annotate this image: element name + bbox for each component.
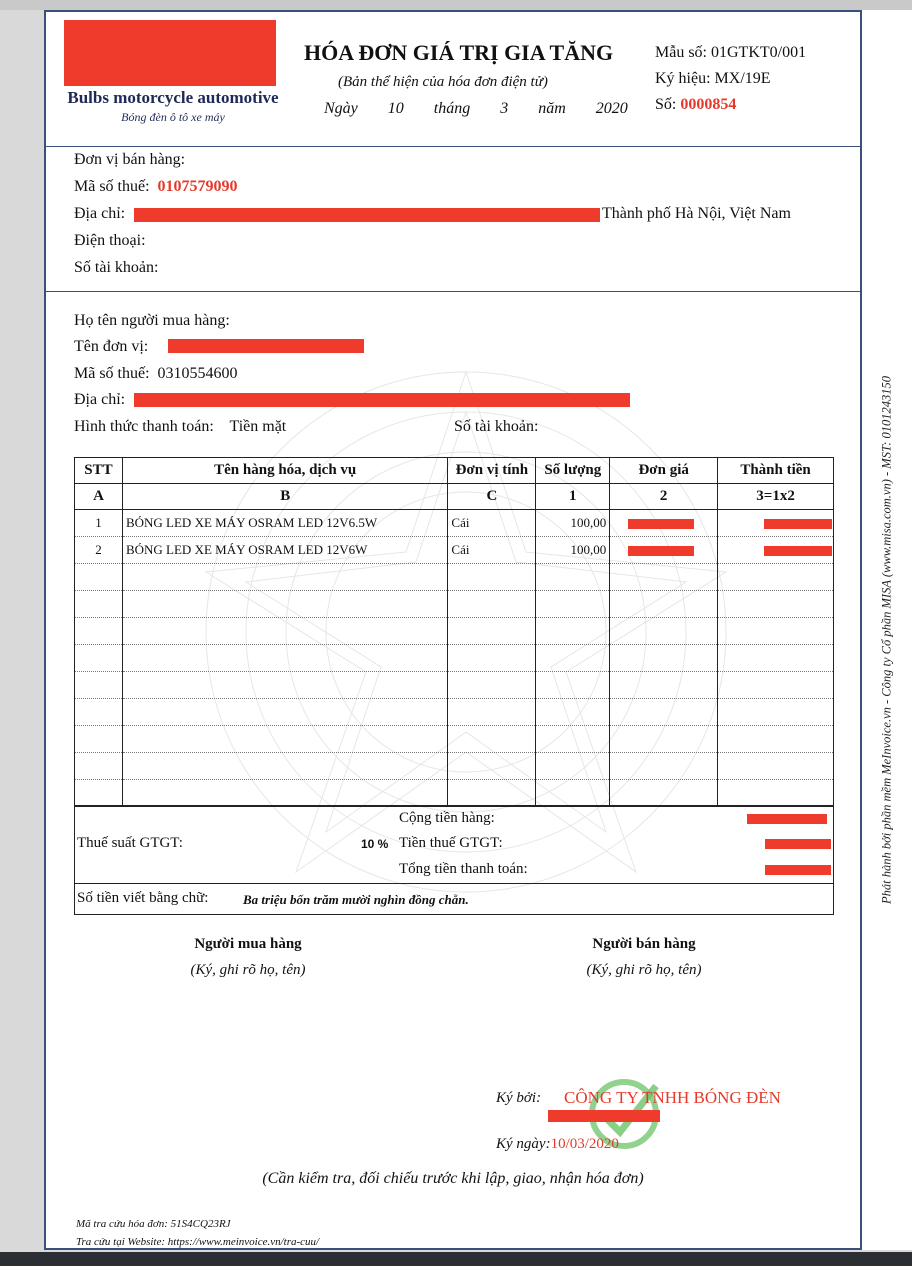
table-row [75, 537, 834, 564]
invoice-title: HÓA ĐƠN GIÁ TRỊ GIA TĂNG [304, 40, 614, 65]
divider [46, 146, 860, 147]
table-row [75, 510, 834, 537]
col-code: C [448, 484, 536, 510]
invoice-date: Ngày 10 tháng 3 năm 2020 [324, 100, 628, 117]
seller-address: Thành phố Hà Nội, Việt Nam [602, 205, 791, 222]
row-amount [718, 510, 834, 537]
vat-rate-label: Thuế suất GTGT: [77, 835, 183, 851]
table-row [75, 564, 834, 591]
in-words-label: Số tiền viết bằng chữ: [77, 890, 209, 906]
col-header: Đơn giá [610, 458, 718, 484]
row-item-name: BÓNG LED XE MÁY OSRAM LED 12V6W [122, 537, 447, 564]
in-words-value: Ba triệu bốn trăm mười nghìn đồng chẵn. [243, 892, 469, 907]
redacted-buyer-unit [168, 339, 364, 353]
redacted-signer [548, 1110, 660, 1122]
row-stt: 1 [75, 510, 123, 537]
items-table [74, 457, 834, 807]
redacted-buyer-address [134, 393, 630, 407]
symbol: Ký hiệu: MX/19E [655, 70, 771, 87]
logo-company-name: Bulbs motorcycle automotive [67, 88, 279, 107]
subtotal-label: Cộng tiền hàng: [399, 810, 495, 826]
row-unit-price [610, 510, 718, 537]
row-unit: Cái [448, 537, 536, 564]
invoice-page [44, 10, 862, 1250]
lookup-code: Mã tra cứu hóa đơn: 51S4CQ23RJ [76, 1218, 231, 1230]
row-item-name: BÓNG LED XE MÁY OSRAM LED 12V6.5W [122, 510, 447, 537]
col-header: Thành tiền [718, 458, 834, 484]
divider [46, 291, 860, 292]
redacted-grand-total [765, 865, 831, 875]
invoice-subtitle: (Bản thể hiện của hóa đơn điện tử) [338, 74, 548, 90]
vat-amount-label: Tiền thuế GTGT: [399, 835, 503, 851]
redacted-price [628, 546, 694, 556]
col-header: Số lượng [536, 458, 610, 484]
redacted-vat [765, 839, 831, 849]
top-strip [0, 0, 912, 10]
buyer-signature-note: (Ký, ghi rõ họ, tên) [190, 962, 306, 978]
buyer-unit-label: Tên đơn vị: [74, 338, 149, 355]
redacted-amount [764, 519, 832, 529]
redacted-price [628, 519, 694, 529]
table-row [75, 726, 834, 753]
col-header: Tên hàng hóa, dịch vụ [122, 458, 447, 484]
seller-address-label: Địa chỉ: [74, 205, 126, 222]
col-code: A [75, 484, 123, 510]
buyer-address-label: Địa chỉ: [74, 391, 126, 408]
seller-account-label: Số tài khoản: [74, 259, 159, 276]
table-row [75, 618, 834, 645]
form-number: Mẫu số: 01GTKT0/001 [655, 44, 807, 61]
buyer-signature-title: Người mua hàng [194, 936, 302, 952]
bottom-strip [0, 1252, 912, 1266]
vat-row [74, 831, 834, 857]
seller-signature-title: Người bán hàng [592, 936, 696, 952]
row-amount [718, 537, 834, 564]
row-unit-price [610, 537, 718, 564]
redacted-seller-address [134, 208, 600, 222]
lookup-website: Tra cứu tại Website: https://www.meinvoice.vn/tra-cuu/ [76, 1236, 320, 1248]
side-publisher-note: Phát hành bởi phần mềm MeInvoice.vn - Công ty Cổ phần MISA (www.misa.com.vn) - MST: 0101243150 [862, 10, 912, 1250]
col-code: 2 [610, 484, 718, 510]
amount-in-words-row [74, 883, 834, 915]
row-stt: 2 [75, 537, 123, 564]
buyer-tax: Mã số thuế: 0310554600 [74, 365, 238, 382]
table-row [75, 645, 834, 672]
signed-by-company: CÔNG TY TNHH BÓNG ĐÈN [564, 1088, 781, 1107]
redacted-amount [764, 546, 832, 556]
buyer-name-label: Họ tên người mua hàng: [74, 312, 230, 329]
invoice-number: Số: 0000854 [655, 96, 737, 113]
seller-signature-note: (Ký, ghi rõ họ, tên) [586, 962, 702, 978]
check-note: (Cần kiểm tra, đối chiếu trước khi lập, giao, nhận hóa đơn) [262, 1170, 644, 1187]
grand-total-row [74, 857, 834, 883]
sign-date: Ký ngày:10/03/2020 [496, 1136, 619, 1152]
vat-rate: 10 % [361, 837, 389, 851]
table-row [75, 780, 834, 807]
col-code: 3=1x2 [718, 484, 834, 510]
buyer-account-label: Số tài khoản: [454, 418, 539, 435]
payment-method: Hình thức thanh toán: Tiền mặt [74, 418, 287, 435]
row-unit: Cái [448, 510, 536, 537]
row-quantity: 100,00 [536, 510, 610, 537]
row-quantity: 100,00 [536, 537, 610, 564]
redacted-subtotal [747, 814, 827, 824]
signed-by-label: Ký bởi: [496, 1090, 542, 1106]
redacted-logo [64, 20, 276, 86]
col-code: 1 [536, 484, 610, 510]
seller-phone-label: Điện thoại: [74, 232, 146, 249]
seller-unit-label: Đơn vị bán hàng: [74, 151, 186, 168]
col-code: B [122, 484, 447, 510]
table-row [75, 699, 834, 726]
subtotal-row [74, 805, 834, 831]
seller-tax: Mã số thuế: 0107579090 [74, 178, 238, 195]
grand-total-label: Tổng tiền thanh toán: [399, 861, 528, 877]
logo-company-sub: Bóng đèn ô tô xe máy [121, 110, 225, 124]
table-row [75, 591, 834, 618]
table-row [75, 753, 834, 780]
table-row [75, 672, 834, 699]
col-header: STT [75, 458, 123, 484]
col-header: Đơn vị tính [448, 458, 536, 484]
